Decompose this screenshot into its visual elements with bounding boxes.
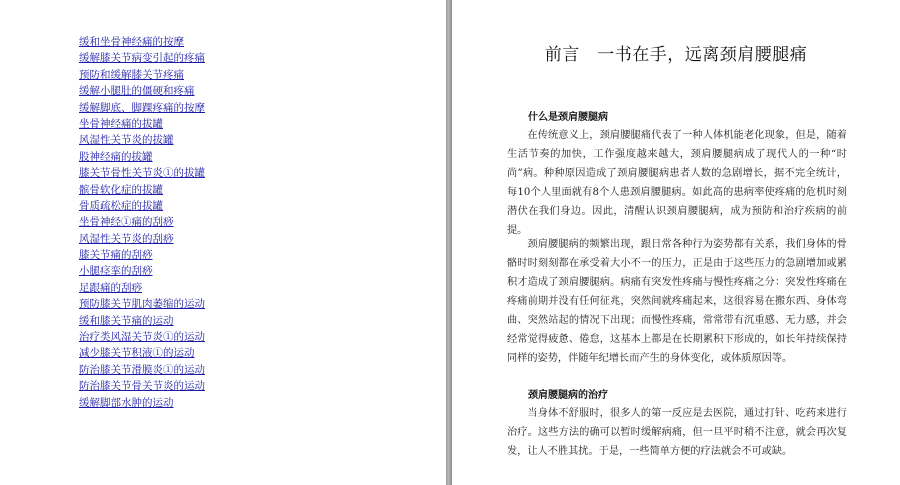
toc-link-list (79, 34, 205, 411)
toc-link[interactable]: 缓和坐骨神经痛的按摩 (79, 36, 184, 48)
toc-link[interactable]: 缓解脚底、脚踝疼痛的按摩 (79, 101, 205, 114)
section-heading: 什么是颈肩腰腿病 (528, 112, 608, 123)
toc-link[interactable]: 缓解小腿肚的僵硬和疼痛 (79, 85, 195, 98)
toc-link[interactable]: 缓解膝关节病变引起的疼痛 (79, 52, 205, 65)
toc-link[interactable]: 小腿痉挛的刮痧 (79, 265, 153, 278)
paragraph: 在传统意义上，颈肩腰腿痛代表了一种人体机能老化现象，但是，随着生活节奏的加快，工作强度越来越大，颈肩腰腿病成了现代人的一种“时尚”病。种种原因造成了颈肩腰腿病患者人数的急剧增长，据不完全统计，每10个人里面就有8个人患颈肩腰腿病。如此高的患病率使疼痛的危机时刻潜伏在我们身边。因此，清醒认识颈肩腰腿病，成为预防和治疗疾病的前提。 (507, 130, 847, 236)
toc-link[interactable]: 风湿性关节炎的拔罐 (79, 134, 174, 147)
toc-link[interactable]: 防治膝关节滑膜炎①的运动 (79, 363, 205, 376)
toc-item (79, 214, 205, 230)
toc-item (79, 263, 205, 279)
toc-link[interactable]: 预防膝关节肌肉萎缩的运动 (79, 298, 205, 311)
page-title: 前言 一书在手，远离颈肩腰腿痛 (544, 45, 808, 65)
left-page (0, 0, 446, 485)
toc-item (79, 296, 205, 312)
paragraph: 颈肩腰腿病的频繁出现，跟日常各种行为姿势都有关系，我们身体的骨骼时时刻刻都在承受着大小不一的压力，正是由于这些压力的急剧增加或累积才造成了颈肩腰腿病。病痛有突发性疼痛与慢性疼痛之分：突发性疼痛在疼痛前期并没有任何征兆，突然间就疼痛起来，这很容易在搬东西、身体弯曲、突然站起的情况下出现；而慢性疼痛，常常带有沉重感、无力感，并会经常觉得疲惫、倦怠，这基本上都是在长期累积下形成的，如长年持续保持同样的姿势，伴随年纪增长而产生的身体变化，或体质原因等。 (507, 239, 847, 364)
toc-item (79, 182, 205, 198)
toc-link[interactable]: 坐骨神经痛的拔罐 (79, 117, 163, 130)
toc-item (79, 313, 205, 329)
toc-item (79, 280, 205, 296)
toc-item (79, 247, 205, 263)
toc-link[interactable]: 髌骨软化症的拔罐 (79, 183, 163, 196)
toc-item (79, 34, 205, 50)
toc-link[interactable]: 缓和膝关节痛的运动 (79, 314, 174, 327)
toc-item (79, 198, 205, 214)
toc-item (79, 50, 205, 66)
toc-link[interactable]: 风湿性关节炎的刮痧 (79, 232, 174, 245)
toc-item (79, 67, 205, 83)
toc-item (79, 231, 205, 247)
toc-item (79, 378, 205, 394)
toc-link[interactable]: 缓解脚部水肿的运动 (79, 396, 174, 409)
toc-item (79, 100, 205, 116)
toc-item (79, 165, 205, 181)
section-heading: 颈肩腰腿病的治疗 (528, 390, 608, 401)
paragraph: 当身体不舒服时，很多人的第一反应是去医院，通过打针、吃药来进行治疗。这些方法的确可以暂时缓解病痛，但一旦平时稍不注意，就会再次复发，让人不胜其扰。于是，一些简单方便的疗法就会不可或缺。 (507, 408, 847, 457)
toc-item (79, 395, 205, 411)
toc-link[interactable]: 股神经痛的拔罐 (79, 150, 153, 163)
toc-item (79, 132, 205, 148)
toc-link[interactable]: 膝关节痛的刮痧 (79, 249, 153, 262)
toc-link[interactable]: 防治膝关节骨关节炎的运动 (79, 380, 205, 393)
toc-item (79, 345, 205, 361)
toc-link[interactable]: 足跟痛的刮痧 (79, 281, 142, 294)
toc-link[interactable]: 预防和缓解膝关节疼痛 (79, 68, 184, 81)
toc-link[interactable]: 膝关节骨性关节炎①的拔罐 (79, 167, 205, 180)
toc-item (79, 149, 205, 165)
toc-item (79, 362, 205, 378)
toc-link[interactable]: 减少膝关节积液①的运动 (79, 347, 195, 360)
right-page (452, 0, 900, 485)
toc-item (79, 83, 205, 99)
toc-link[interactable]: 坐骨神经①痛的刮痧 (79, 216, 174, 229)
toc-item (79, 329, 205, 345)
toc-item (79, 116, 205, 132)
toc-link[interactable]: 治疗类风湿关节炎①的运动 (79, 331, 205, 344)
toc-link[interactable]: 骨质疏松症的拔罐 (79, 199, 163, 212)
